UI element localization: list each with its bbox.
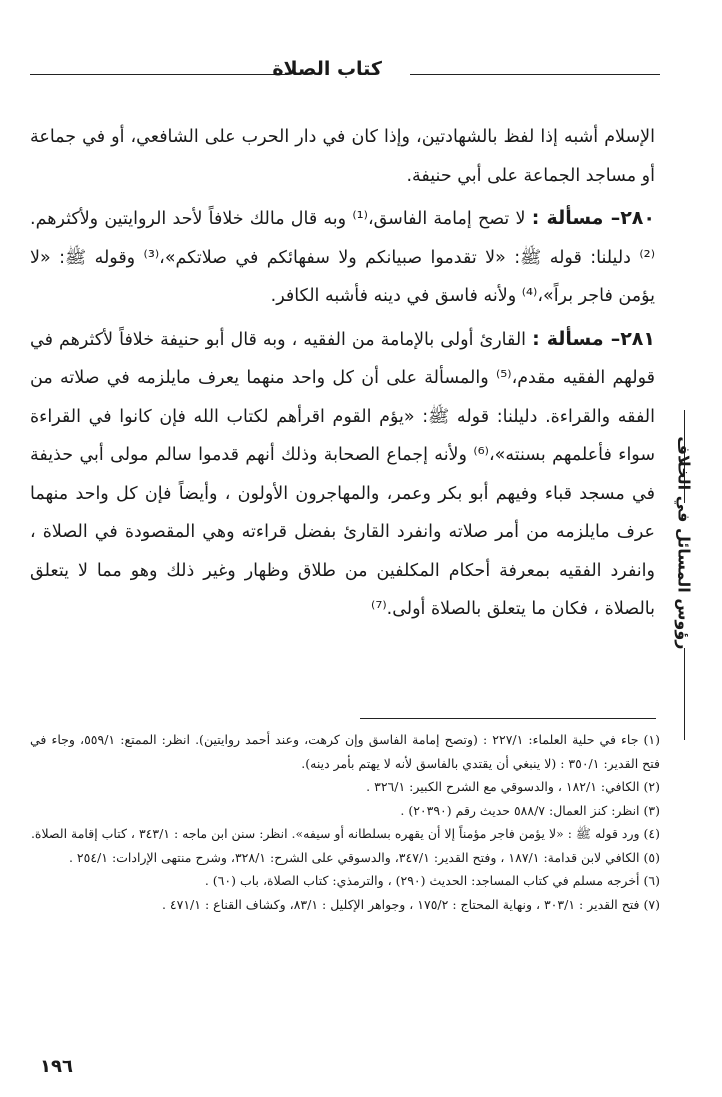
issue-281 xyxy=(30,320,655,629)
issue-281-label: ٢٨١– مسألة : xyxy=(532,327,655,350)
issue-281-text: القارئ أولى بالإمامة من الفقيه ، وبه قال أبو حنيفة خلافاً لأكثرهم في قولهم الفقيه مقدم،⁽⁵⁾ والمسألة على أن كل واحد منهما يعرف مايلزمه في صلاته من الفقه والقراءة. دليلنا: قوله ﷺ: «يؤم القوم اقرأهم لكتاب الله فإن كانوا في القراءة سواء فأعلمهم بسنته»،⁽⁶⁾ ولأنه إجماع الصحابة وذلك أنهم قدموا سالم مولى أبي حذيفة في مسجد قباء وفيهم أبو بكر وعمر، والمهاجرون الأولون ، وأيضاً فإن كل واحد منهما عرف مايلزمه من أمر صلاته وانفرد القارئ بفضل قراءته وهي المقصودة في الصلاة ، وانفرد الفقيه بمعرفة أحكام المكلفين من طلاق وظهار وغير ذلك وهو مما لا يتعلق بالصلاة ، فكان ما يتعلق بالصلاة أولى.⁽⁷⁾ xyxy=(30,329,656,619)
intro-paragraph: الإسلام أشبه إذا لفظ بالشهادتين، وإذا كان في دار الحرب على الشافعي، أو في جماعة أو مساجد الجماعة على أبي حنيفة. xyxy=(30,127,655,186)
footnote-6: (٦) أخرجه مسلم في كتاب المساجد: الحديث (٢٩٠) ، والترمذي: كتاب الصلاة، باب (٦٠) . xyxy=(204,873,660,888)
footnote-3: (٣) انظر: كنز العمال: ٥٨٨/٧ حديث رقم (٢٠٣٩٠) . xyxy=(400,802,660,818)
page-number: ١٩٦ xyxy=(40,1056,73,1077)
footnote-1: (١) جاء في حلية العلماء: ٢٢٧/١ : (وتصح إمامة الفاسق وإن كرهت، وعند أحمد روايتين). انظر: الممتع: ٥٥٩/١، وجاء في فتح القدير: ٣٥٠/١ : (لا ينبغي أن يقتدي بالفاسق لأنه لا يهتم بأمر دينه). xyxy=(30,732,660,771)
sidebar-rule-bottom xyxy=(684,648,685,740)
footnote-7: (٧) فتح القدير : ٣٠٣/١ ، ونهاية المحتاج : ١٧٥/٢ ، وجواهر الإكليل : ٨٣/١، وكشاف القناع : ٤٧١/١ . xyxy=(161,896,660,912)
footnote-separator xyxy=(360,718,656,719)
footnote-5: (٥) الكافي لابن قدامة: ١٨٧/١ ، وفتح القدير: ٣٤٧/١، والدسوقي على الشرح: ٣٢٨/١، وشرح منتهى الإرادات: ٢٥٤/١ . xyxy=(68,849,660,865)
header-rule-right xyxy=(410,74,660,75)
footnote-4: (٤) ورد قوله ﷺ : «لا يؤمن فاجر مؤمناً إلا أن يقهره بسلطانه أو سيفه». انظر: سنن ابن ماجه : ٣٤٣/١ ، كتاب إقامة الصلاة. xyxy=(30,826,660,841)
footnote-2: (٢) الكافي: ١٨٢/١ ، والدسوقي مع الشرح الكبير: ٣٢٦/١ . xyxy=(366,779,660,794)
chapter-title: كتاب الصلاة xyxy=(272,58,382,80)
side-running-title xyxy=(665,410,705,1010)
book-title-vertical: رؤوس المسائل في الخلاف xyxy=(674,436,694,650)
footnotes xyxy=(30,728,660,916)
issue-280-label: ٢٨٠– مسألة : xyxy=(531,207,655,229)
issue-280-text: لا تصح إمامة الفاسق،⁽¹⁾ وبه قال مالك خلافاً لأحد الروايتين ولأكثرهم.⁽²⁾ دليلنا: قوله ﷺ: «لا تقدموا صبيانكم ولا سفهائكم في صلاتكم»،⁽³⁾ وقوله ﷺ: «لا يؤمن فاجر براً»،⁽⁴⁾ ولأنه فاسق في دينه فأشبه الكافر. xyxy=(30,209,655,306)
issue-280 xyxy=(30,199,655,316)
main-text xyxy=(30,118,655,629)
header-rule-left xyxy=(30,74,285,75)
running-header xyxy=(30,56,660,84)
